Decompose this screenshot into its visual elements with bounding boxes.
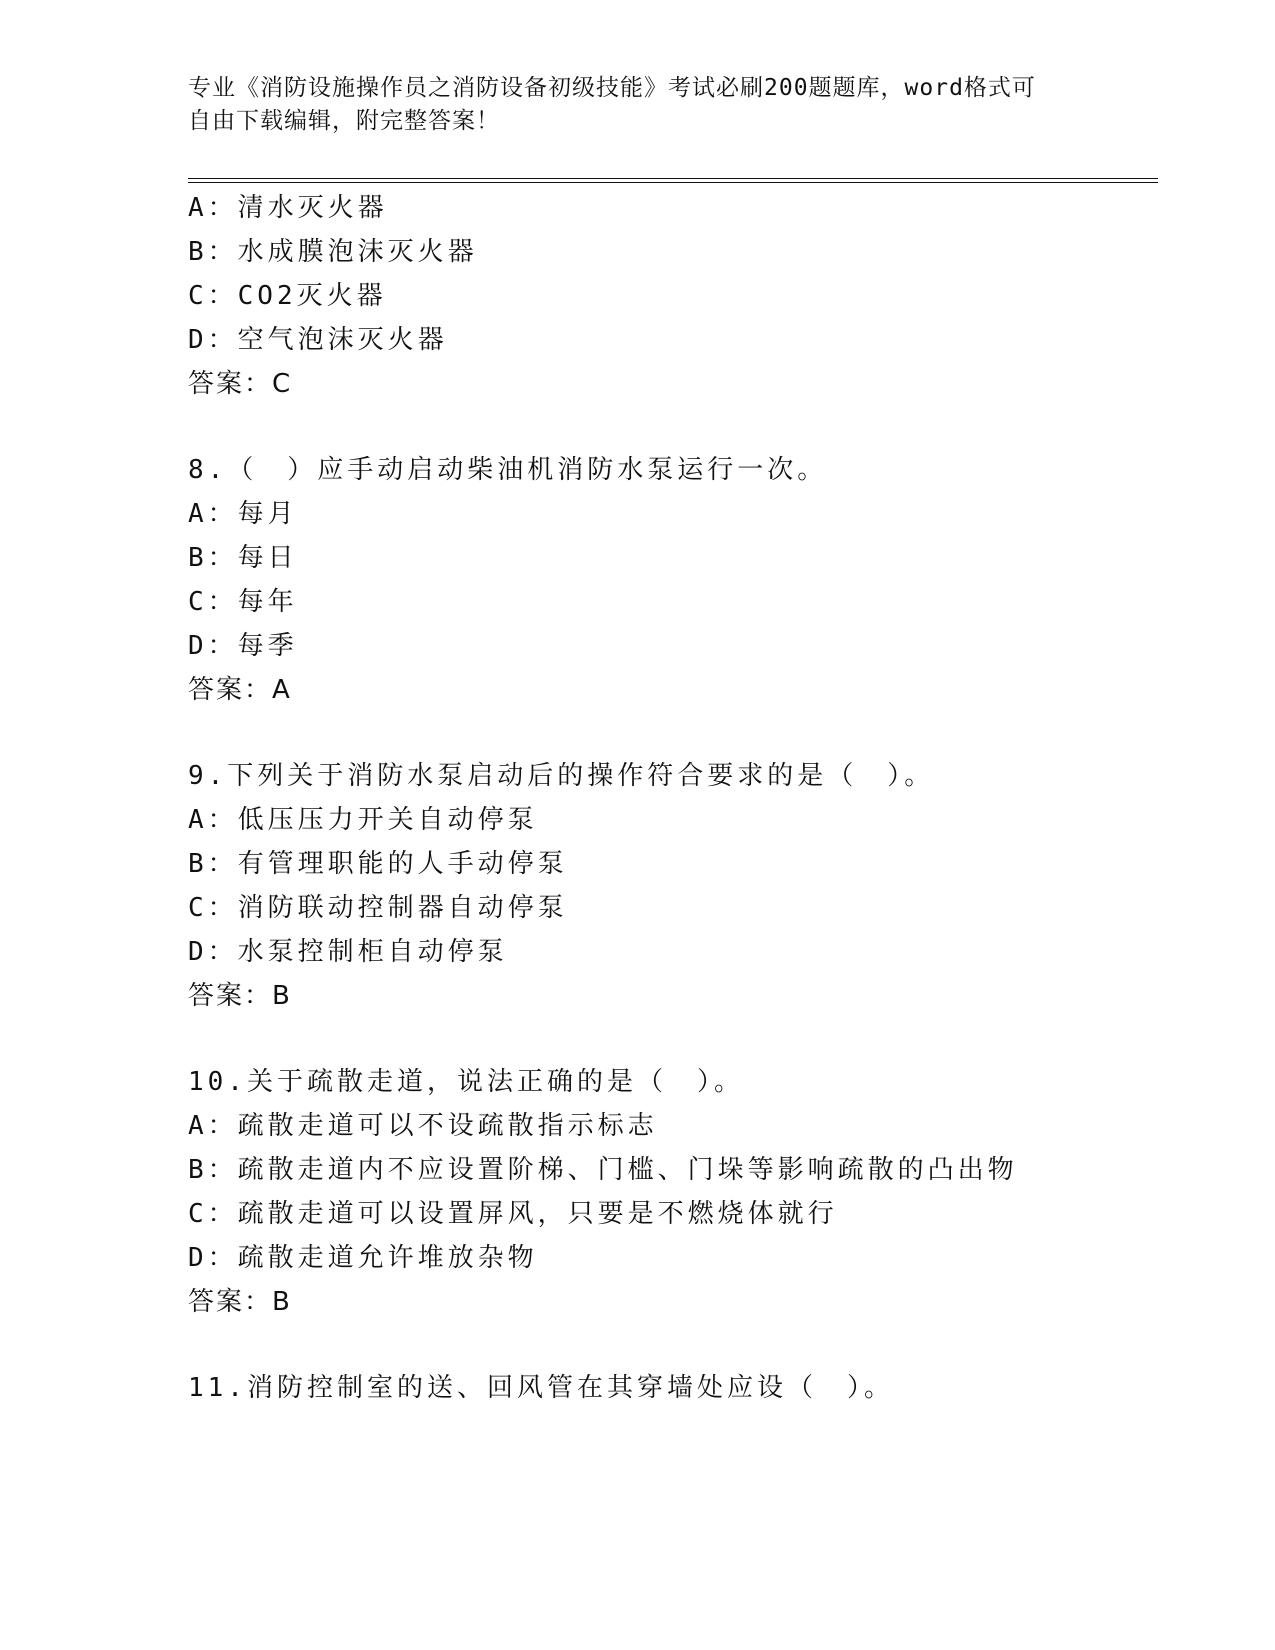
q11-question: 11.消防控制室的送、回风管在其穿墙处应设（ ）。 <box>188 1373 894 1403</box>
q10-option-c: C：疏散走道可以设置屏风，只要是不燃烧体就行 <box>188 1199 838 1229</box>
q9-answer: 答案：B <box>188 981 292 1011</box>
q7-option-c: C：CO2灭火器 <box>188 281 387 311</box>
q10-option-a: A：疏散走道可以不设疏散指示标志 <box>188 1111 658 1141</box>
q10-question: 10.关于疏散走道，说法正确的是（ ）。 <box>188 1067 744 1097</box>
header-title-line-2: 自由下载编辑，附完整答案！ <box>188 108 500 134</box>
q8-answer: 答案：A <box>188 675 292 705</box>
q10-answer: 答案：B <box>188 1287 292 1317</box>
header-divider <box>188 178 1158 183</box>
q10-option-b: B：疏散走道内不应设置阶梯、门槛、门垛等影响疏散的凸出物 <box>188 1155 1018 1185</box>
header-title-line-1: 专业《消防设施操作员之消防设备初级技能》考试必刷200题题库，word格式可 <box>188 75 1036 101</box>
q8-option-b: B：每日 <box>188 543 298 573</box>
q7-option-a: A：清水灭火器 <box>188 193 388 223</box>
document-header <box>188 72 1088 138</box>
q9-question: 9.下列关于消防水泵启动后的操作符合要求的是（ ）。 <box>188 761 935 791</box>
q7-option-b: B：水成膜泡沫灭火器 <box>188 237 478 267</box>
q7-option-d: D：空气泡沫灭火器 <box>188 325 448 355</box>
q8-option-a: A：每月 <box>188 499 298 529</box>
q9-option-c: C：消防联动控制器自动停泵 <box>188 893 568 923</box>
q9-option-b: B：有管理职能的人手动停泵 <box>188 849 568 879</box>
q9-option-a: A：低压压力开关自动停泵 <box>188 805 538 835</box>
q8-question: 8.（ ）应手动启动柴油机消防水泵运行一次。 <box>188 455 828 485</box>
q9-option-d: D：水泵控制柜自动停泵 <box>188 937 508 967</box>
q10-option-d: D：疏散走道允许堆放杂物 <box>188 1243 538 1273</box>
q7-answer: 答案：C <box>188 369 293 399</box>
q8-option-c: C：每年 <box>188 587 298 617</box>
q8-option-d: D：每季 <box>188 631 298 661</box>
